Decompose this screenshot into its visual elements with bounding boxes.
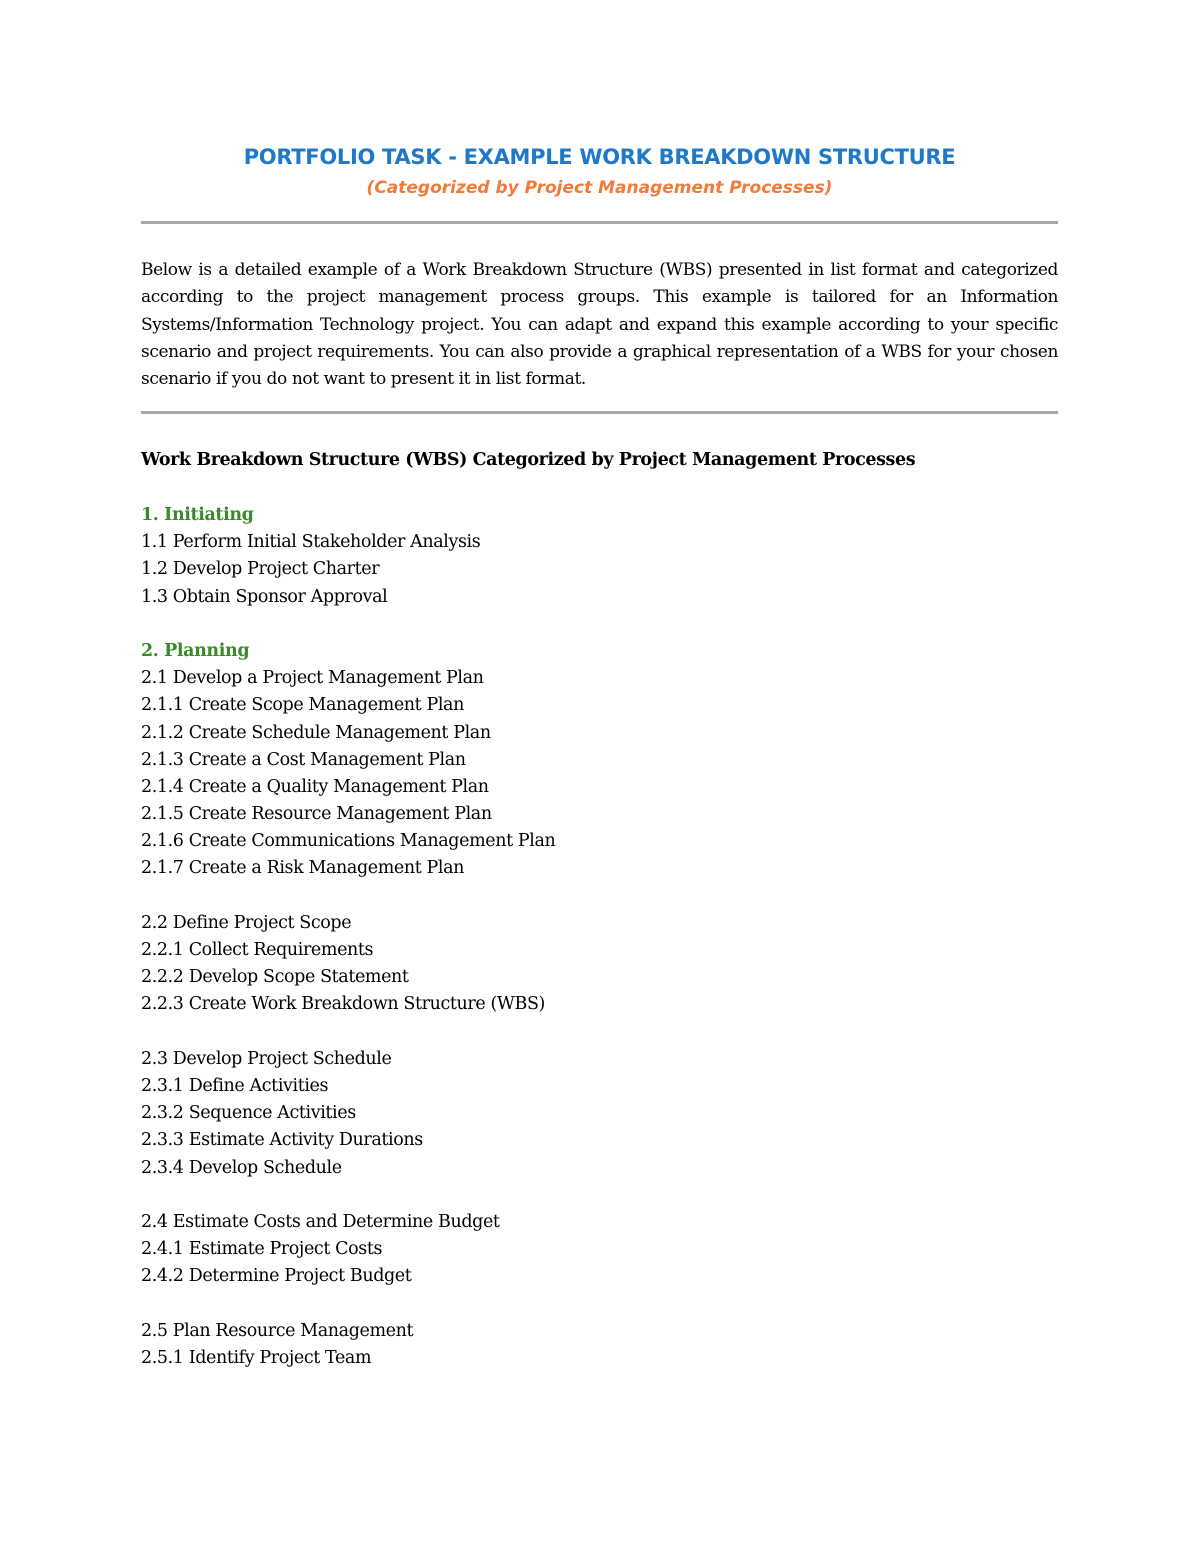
list-item: 2.3 Develop Project Schedule (141, 1048, 392, 1069)
list-item: 2.1 Develop a Project Management Plan (141, 668, 484, 689)
list-item: 2.2 Define Project Scope (141, 912, 352, 933)
document-title: PORTFOLIO TASK - EXAMPLE WORK BREAKDOWN STRUCTURE (243, 145, 956, 169)
list-item: 2.3.4 Develop Schedule (141, 1157, 342, 1178)
list-item: 2.2.2 Develop Scope Statement (141, 967, 409, 988)
divider-bottom (141, 411, 1058, 414)
spacer (141, 1290, 1058, 1317)
list-item: 2.5.1 Identify Project Team (141, 1347, 372, 1368)
list-item: 2.1.4 Create a Quality Management Plan (141, 776, 489, 797)
list-item: 2.4.2 Determine Project Budget (141, 1266, 412, 1287)
list-item: 1.2 Develop Project Charter (141, 559, 380, 580)
list-item: 2.1.2 Create Schedule Management Plan (141, 722, 491, 743)
list-item: 2.4.1 Estimate Project Costs (141, 1239, 383, 1260)
list-item: 2.1.5 Create Resource Management Plan (141, 804, 492, 825)
wbs-heading: Work Breakdown Structure (WBS) Categorized by Project Management Processes (141, 450, 916, 470)
intro-paragraph: Below is a detailed example of a Work Breakdown Structure (WBS) presented in list format and categorized according to the project management process groups. This example is tailored for an Information Systems/Information Technology project. You can adapt and expand this example according to your specific scenario and project requirements. You can also provide a graphical representation of a WBS for your chosen scenario if you do not want to present it in list format. (141, 260, 1058, 390)
list-item: 2.3.1 Define Activities (141, 1075, 329, 1096)
list-item: 2.2.1 Collect Requirements (141, 940, 374, 960)
section-heading-planning: 2. Planning (141, 640, 250, 661)
section-heading-initiating: 1. Initiating (141, 505, 254, 525)
list-item: 2.2.3 Create Work Breakdown Structure (WBS) (141, 994, 545, 1015)
spacer (141, 611, 1058, 638)
list-item: 2.1.7 Create a Risk Management Plan (141, 858, 465, 879)
list-item: 2.3.3 Estimate Activity Durations (141, 1130, 423, 1151)
list-item: 2.4 Estimate Costs and Determine Budget (141, 1211, 500, 1232)
list-item: 1.3 Obtain Sponsor Approval (141, 586, 388, 607)
list-item: 2.3.2 Sequence Activities (141, 1103, 356, 1124)
wbs-list (141, 502, 1058, 1372)
list-item: 2.1.3 Create a Cost Management Plan (141, 749, 466, 770)
document-subtitle: (Categorized by Project Management Processes) (366, 178, 833, 198)
list-item: 1.1 Perform Initial Stakeholder Analysis (141, 532, 481, 553)
spacer (141, 1182, 1058, 1209)
list-item: 2.1.6 Create Communications Management Plan (141, 831, 556, 852)
list-item: 2.5 Plan Resource Management (141, 1320, 414, 1341)
spacer (141, 1019, 1058, 1046)
spacer (141, 883, 1058, 910)
list-item: 2.1.1 Create Scope Management Plan (141, 695, 464, 716)
divider-top (141, 221, 1058, 224)
